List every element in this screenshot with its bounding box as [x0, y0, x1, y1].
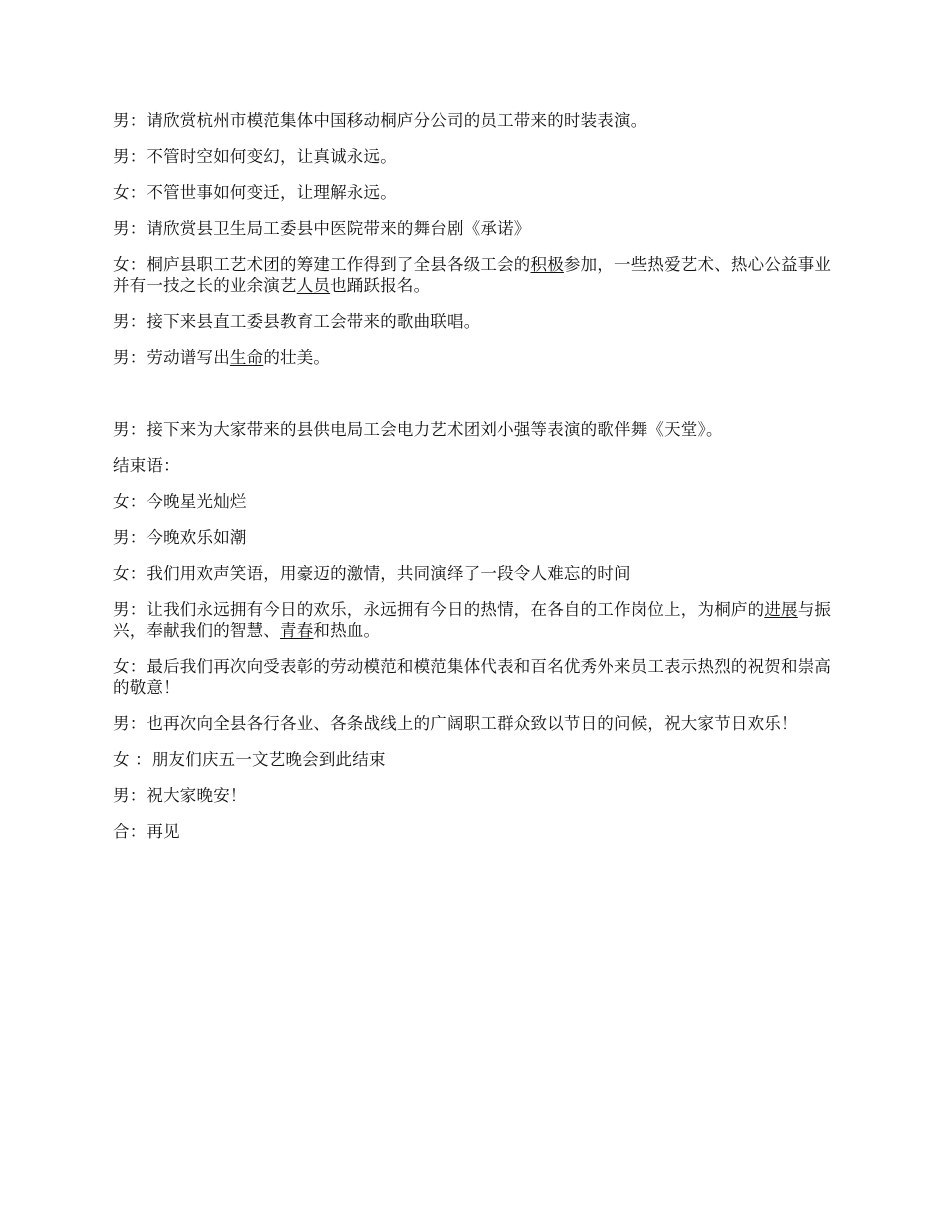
line-text: 男：劳动谱写出 [113, 348, 230, 367]
script-line [113, 347, 843, 368]
script-line [113, 749, 843, 770]
script-line [113, 821, 843, 842]
script-line [113, 785, 843, 806]
script-line [113, 713, 843, 734]
script-line [113, 563, 843, 584]
line-text: 女：不管世事如何变迁，让理解永远。 [113, 183, 397, 202]
line-text: 男：接下来为大家带来的县供电局工会电力艺术团刘小强等表演的歌伴舞《天堂》。 [113, 420, 723, 439]
line-text: 和热血。 [313, 621, 381, 640]
line-text: 男：不管时空如何变幻，让真诚永远。 [113, 147, 397, 166]
underlined-term: 人员 [296, 276, 331, 295]
line-text: 也踊跃报名。 [330, 276, 431, 295]
line-text: 男：接下来县直工委县教育工会带来的歌曲联唱。 [113, 312, 481, 331]
line-text: 的壮美。 [263, 348, 331, 367]
line-text: 女：今晚星光灿烂 [113, 492, 247, 511]
script-line [113, 146, 843, 167]
script-line [113, 527, 843, 548]
script-line [113, 455, 843, 476]
script-line [113, 182, 843, 203]
underlined-term: 进展 [764, 600, 798, 619]
line-text: 男：祝大家晚安！ [113, 786, 247, 805]
script-line [113, 419, 843, 440]
underlined-term: 青春 [280, 621, 314, 640]
document-body [113, 110, 843, 857]
line-text: 男：请欣赏杭州市模范集体中国移动桐庐分公司的员工带来的时装表演。 [113, 111, 648, 130]
line-text: 女：桐庐县职工艺术团的筹建工作得到了全县各级工会的 [113, 255, 531, 274]
line-text: 男：让我们永远拥有今日的欢乐，永远拥有今日的热情，在各自的工作岗位上，为桐庐的 [113, 600, 765, 619]
line-text: 男：也再次向全县各行各业、各条战线上的广阔职工群众致以节日的问候，祝大家节日欢乐！ [113, 714, 798, 733]
line-text: 与振兴，奉献我们的智慧、 [113, 600, 832, 640]
script-line [113, 218, 843, 239]
script-line [113, 599, 843, 641]
script-line [113, 656, 843, 698]
line-text: 合：再见 [113, 822, 180, 841]
line-text: 结束语： [113, 456, 180, 475]
line-text: 女：我们用欢声笑语，用豪迈的激情，共同演绎了一段令人难忘的时间 [113, 564, 631, 583]
line-text: 男：今晚欢乐如潮 [113, 528, 247, 547]
paragraph-spacer [113, 383, 843, 419]
underlined-term: 生命 [229, 348, 264, 367]
script-line [113, 254, 843, 296]
line-text: 参加，一些热爱艺术、热心公益事业并有一技之长的业余演艺 [113, 255, 832, 295]
line-text: 女：最后我们再次向受表彰的劳动模范和模范集体代表和百名优秀外来员工表示热烈的祝贺和崇高的敬意！ [113, 657, 832, 697]
line-text: 男：请欣赏县卫生局工委县中医院带来的舞台剧《承诺》 [113, 219, 531, 238]
script-line [113, 110, 843, 131]
line-text: 女 ：朋友们庆五一文艺晚会到此结束 [113, 750, 386, 769]
script-line [113, 311, 843, 332]
script-line [113, 491, 843, 512]
underlined-term: 积极 [530, 255, 564, 274]
